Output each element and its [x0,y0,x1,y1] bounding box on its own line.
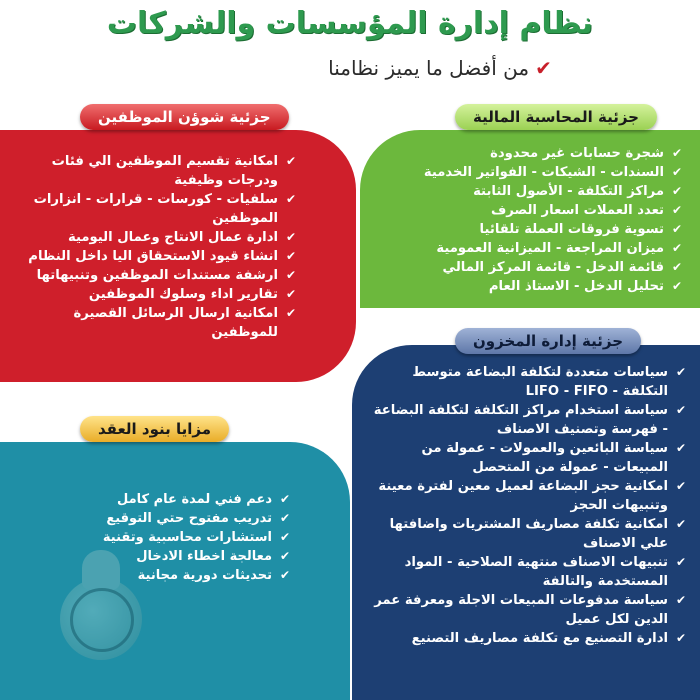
page-subtitle [180,56,700,80]
list-item: ✔ قائمة الدخل - قائمة المركز المالي [382,258,682,277]
list-item: ✔ تقارير اداء وسلوك الموظفين [16,285,296,304]
list-item: ✔ تدريب مفتوح حتي التوقيع [30,509,290,528]
hr-panel [0,130,356,382]
inventory-list [366,363,686,648]
contract-panel [0,442,350,700]
list-item: ✔ سياسات متعددة لتكلفة البضاعة متوسط التكلفة - LIFO - FIFO [366,363,686,401]
list-item: ✔ سلفيات - كورسات - قرارات - انزارات الموظفين [16,190,296,228]
list-item: ✔ ادارة عمال الانتاج وعمال اليومية [16,228,296,247]
list-item: ✔ امكانية حجز البضاعة لعميل معين لفترة معينة وتنبيهات الحجز [366,477,686,515]
list-item: ✔ امكانية ارسال الرسائل القصيرة للموظفين [16,304,296,342]
list-item: ✔ استشارات محاسبية وتقنية [30,528,290,547]
list-item: ✔ شجرة حسابات غير محدودة [382,144,682,163]
stamp-handle [82,550,120,590]
accounting-panel [360,130,700,308]
list-item: ✔ تحديثات دورية مجانية [30,566,290,585]
contract-title: مزايا بنود العقد [80,416,229,442]
list-item: ✔ انشاء قيود الاستحقاق اليا داخل النظام [16,247,296,266]
list-item: ✔ ادارة التصنيع مع تكلفة مصاريف التصنيع [366,629,686,648]
accounting-list [382,144,682,296]
list-item: ✔ معالجة اخطاء الادخال [30,547,290,566]
list-item: ✔ امكانية تكلفة مصاريف المشتريات واضافتها علي الاصناف [366,515,686,553]
hr-list [16,152,296,342]
stamp-ring [70,588,134,652]
list-item: ✔ تعدد العملات اسعار الصرف [382,201,682,220]
list-item: ✔ السندات - الشيكات - الفواتير الخدمية [382,163,682,182]
hr-title: جزئية شوؤن الموظفين [80,104,289,130]
contract-list [30,490,290,585]
accounting-title: جزئية المحاسبة المالية [455,104,657,130]
list-item: ✔ دعم فني لمدة عام كامل [30,490,290,509]
check-icon: ✔ [535,56,552,80]
inventory-title: جزئية إدارة المخزون [455,328,641,354]
inventory-panel [352,345,700,700]
list-item: ✔ ارشفة مستندات الموظفين وتنبيهاتها [16,266,296,285]
list-item: ✔ تسوية فروقات العملة تلقائيا [382,220,682,239]
list-item: ✔ امكانية تقسيم الموظفين الي فئات ودرجات وظيفية [16,152,296,190]
list-item: ✔ ميزان المراجعة - الميزانية العمومية [382,239,682,258]
stamp-icon [60,578,142,660]
list-item: ✔ سياسة البائعين والعمولات - عمولة من المبيعات - عمولة من المتحصل [366,439,686,477]
list-item: ✔ سياسة استخدام مراكز التكلفة لتكلفة البضاعة - فهرسة وتصنيف الاصناف [366,401,686,439]
list-item: ✔ تحليل الدخل - الاستاذ العام [382,277,682,296]
subtitle-text: من أفضل ما يميز نظامنا [328,56,530,80]
page-title: نظام إدارة المؤسسات والشركات [106,6,594,41]
list-item: ✔ تنبيهات الاصناف منتهية الصلاحية - المواد المستخدمة والتالفة [366,553,686,591]
list-item: ✔ سياسة مدفوعات المبيعات الاجلة ومعرفة عمر الدين لكل عميل [366,591,686,629]
list-item: ✔ مراكز التكلفة - الأصول الثابتة [382,182,682,201]
